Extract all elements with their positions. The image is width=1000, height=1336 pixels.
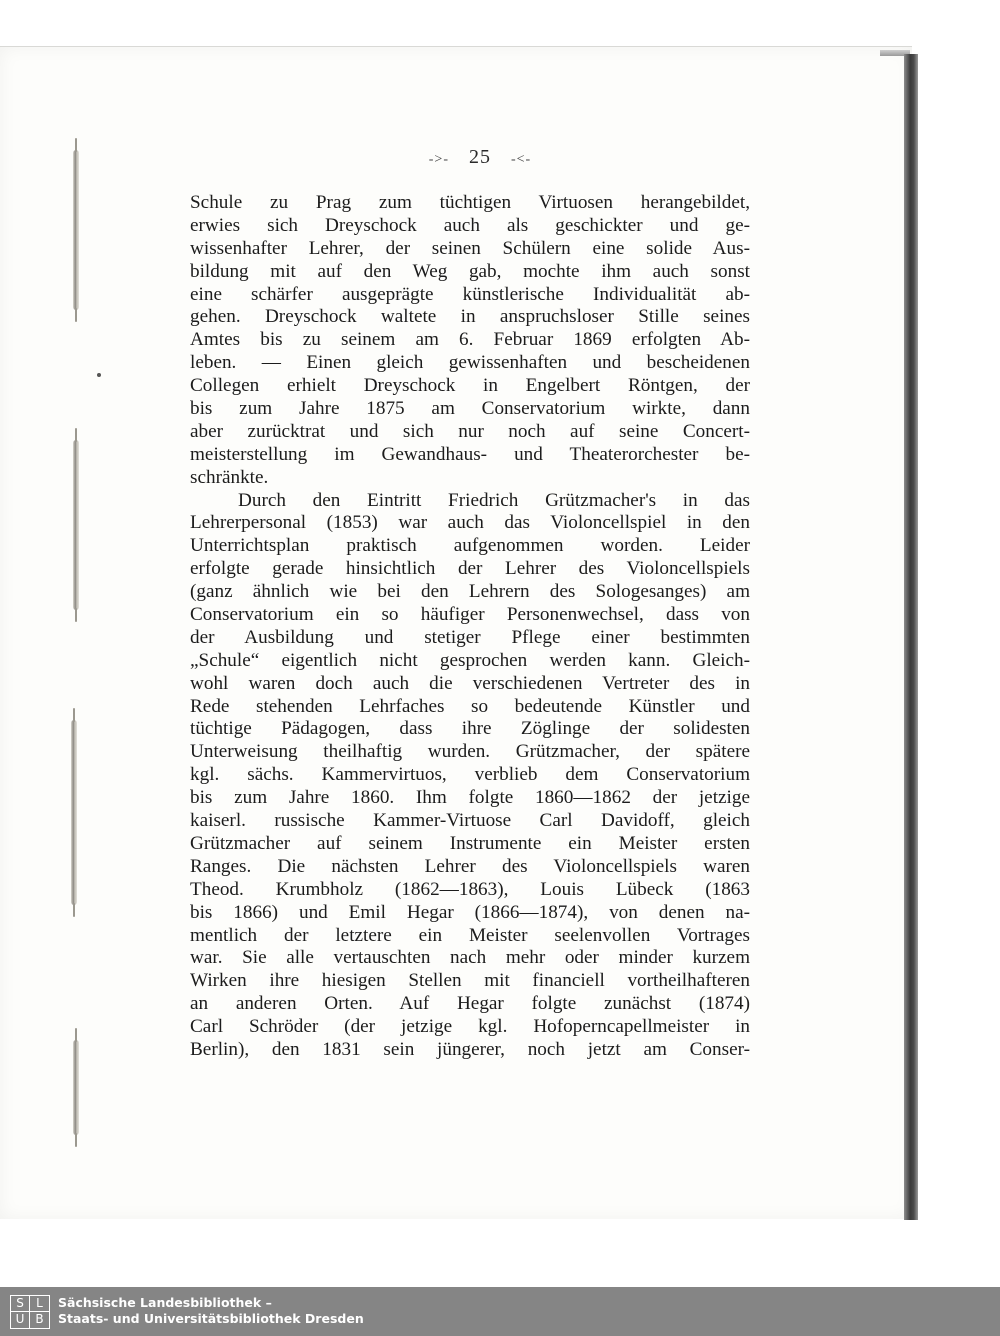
page-header — [410, 146, 550, 169]
text-line: Amtes bis zu seinem am 6. Februar 1869 erfolgten Ab- — [190, 329, 750, 351]
text-line: aber zurücktrat und sich nur noch auf seine Concert- — [190, 420, 750, 442]
text-line: bildung mit auf den Weg gab, mochte ihm auch sonst — [190, 260, 750, 282]
logo-letter: L — [30, 1296, 49, 1312]
text-line: bis 1866) und Emil Hegar (1866—1874), von denen na- — [190, 901, 750, 923]
text-line: der Ausbildung und stetiger Pflege einer bestimmten — [190, 626, 750, 648]
text-line: tüchtige Pädagogen, dass ihre Zöglinge der solidesten — [190, 718, 750, 740]
text-line: bis zum Jahre 1860. Ihm folgte 1860—1862 der jetzige — [190, 787, 750, 809]
logo-letter: B — [35, 1312, 44, 1326]
text-line: Unterrichtsplan praktisch aufgenommen worden. Leider — [190, 535, 750, 557]
text-line: Ranges. Die nächsten Lehrer des Violoncellspiels waren — [190, 855, 750, 877]
binding-stitch-2 — [73, 440, 79, 610]
text-line: Schule zu Prag zum tüchtigen Virtuosen herangebildet, — [190, 192, 750, 213]
body-text — [190, 192, 750, 1062]
text-line: Berlin), den 1831 sein jüngerer, noch jetzt am Conser- — [190, 1038, 750, 1060]
text-line: erwies sich Dreyschock auch als geschickter und ge- — [190, 214, 750, 236]
text-line: wissenhafter Lehrer, der seinen Schülern eine solide Aus- — [190, 237, 750, 259]
library-footer — [0, 1287, 1000, 1336]
logo-letter: U — [11, 1312, 30, 1328]
text-line: (ganz ähnlich wie bei den Lehrern des Sologesanges) am — [190, 581, 750, 603]
text-line: Rede stehenden Lehrfaches so bedeutende Künstler und — [190, 695, 750, 717]
text-line-paragraph-end: schränkte. — [190, 466, 269, 488]
binding-stitch-4 — [73, 1040, 79, 1135]
slub-logo — [10, 1295, 50, 1329]
ornament-left: ->- — [428, 152, 449, 167]
text-line: Grützmacher auf seinem Instrumente ein Meister ersten — [190, 832, 750, 854]
text-line: kaiserl. russische Kammer-Virtuose Carl Davidoff, gleich — [190, 810, 750, 832]
library-name-line1: Sächsische Landesbibliothek – — [58, 1295, 272, 1310]
book-spine-edge — [904, 54, 918, 1220]
text-line: Unterweisung theilhaftig wurden. Grützmacher, der spätere — [190, 741, 750, 763]
ornament-right: -<- — [511, 152, 532, 167]
text-line: Theod. Krumbholz (1862—1863), Louis Lübeck (1863 — [190, 878, 750, 900]
logo-letter: S — [11, 1296, 30, 1312]
text-line: Conservatorium ein so häufiger Personenwechsel, dass von — [190, 604, 750, 626]
text-line: wohl waren doch auch die verschiedenen Vertreter des in — [190, 672, 750, 694]
text-line: „Schule“ eigentlich nicht gesprochen werden kann. Gleich- — [190, 649, 750, 671]
library-name-line2: Staats- und Universitätsbibliothek Dresden — [58, 1311, 364, 1326]
text-line: bis zum Jahre 1875 am Conservatorium wirkte, dann — [190, 398, 750, 420]
text-line: Collegen erhielt Dreyschock in Engelbert Röntgen, der — [190, 375, 750, 397]
binding-stitch-1 — [73, 150, 79, 310]
page-number: 25 — [469, 146, 491, 168]
library-name — [58, 1295, 364, 1327]
text-line: leben. — Einen gleich gewissenhaften und bescheidenen — [190, 352, 750, 374]
text-line: gehen. Dreyschock waltete in anspruchsloser Stille seines — [190, 306, 750, 328]
text-line: Wirken ihre hiesigen Stellen mit financiell vortheilhafteren — [190, 970, 750, 992]
text-line: eine schärfer ausgeprägte künstlerische Individualität ab- — [190, 283, 750, 305]
text-line: erfolgte gerade hinsichtlich der Lehrer des Violoncellspiels — [190, 558, 750, 580]
text-line: meisterstellung im Gewandhaus- und Theaterorchester be- — [190, 443, 750, 465]
binding-stitch-3 — [71, 720, 77, 905]
text-line: Carl Schröder (der jetzige kgl. Hofoperncapellmeister in — [190, 1016, 750, 1038]
text-line-paragraph-start: Durch den Eintritt Friedrich Grützmacher's in das — [238, 489, 750, 511]
paper-speck — [97, 373, 101, 377]
text-line: war. Sie alle vertauschten nach mehr oder minder kurzem — [190, 947, 750, 969]
text-line: kgl. sächs. Kammervirtuos, verblieb dem Conservatorium — [190, 764, 750, 786]
text-line: Lehrerpersonal (1853) war auch das Violoncellspiel in den — [190, 512, 750, 534]
text-line: mentlich der letztere ein Meister seelenvollen Vortrages — [190, 924, 750, 946]
text-line: an anderen Orten. Auf Hegar folgte zunächst (1874) — [190, 993, 750, 1015]
